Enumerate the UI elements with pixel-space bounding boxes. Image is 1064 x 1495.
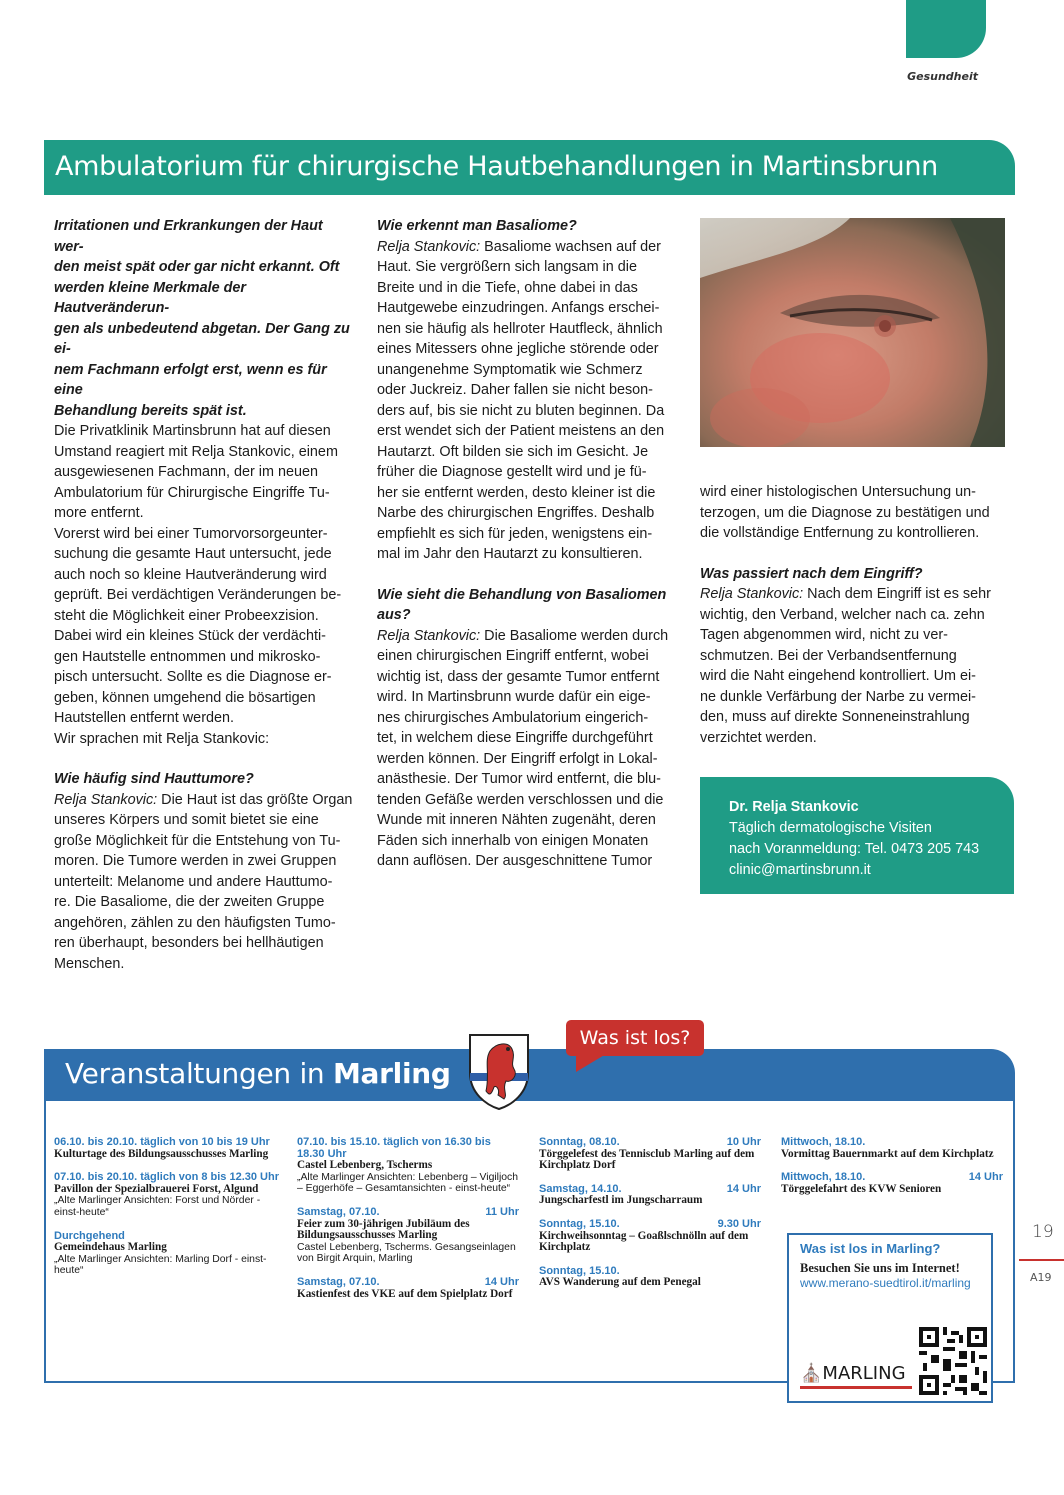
text-line: Ambulatorium für Chirurgische Eingriffe Tu- <box>54 484 330 501</box>
event-date: Sonntag, 08.10. 10 Uhr <box>539 1136 761 1148</box>
website-subheading: Besuchen Sie uns im Internet! <box>800 1261 960 1275</box>
events-column-2 <box>297 1137 519 1312</box>
text-line: ausgewiesenen Fachmann, der im neuen <box>54 464 318 480</box>
event-date: Sonntag, 15.10. 9.30 Uhr <box>539 1217 761 1230</box>
text-line: more entfernt. <box>54 505 144 521</box>
paragraph <box>54 524 354 750</box>
was-ist-los-bubble: Was ist los? <box>566 1020 704 1056</box>
text-line: wird die Naht eingehend kontrolliert. Um ei- <box>700 668 976 684</box>
text-line: den meist spät oder gar nicht erkannt. Oft <box>54 259 340 275</box>
text-line: erst wendet sich der Patient meistens an den <box>377 423 665 439</box>
text-line: nes chirurgisches Ambulatorium eingerich- <box>377 709 649 726</box>
event-item <box>781 1137 1003 1160</box>
event-note: Castel Lebenberg, Tscherms. Gesangseinlagen von Birgit Arquin, Marling <box>297 1241 516 1265</box>
bubble-tail <box>576 1054 606 1072</box>
page-number-divider <box>1019 1259 1064 1261</box>
event-date: 06.10. bis 20.10. täglich von 10 bis 19 Uhr <box>54 1136 270 1148</box>
answer <box>54 790 354 975</box>
logo-underline <box>800 1386 912 1389</box>
doctor-name: Dr. Relja Stankovic <box>729 799 859 815</box>
text-line: einen chirurgischen Eingriff entfernt, wobei <box>377 648 649 664</box>
qr-code-icon[interactable] <box>919 1327 987 1395</box>
event-date: Mittwoch, 18.10. <box>781 1136 866 1148</box>
page-number: 19 <box>1032 1222 1054 1242</box>
events-title: Veranstaltungen in Marling <box>65 1057 451 1090</box>
text-line: die vollständige Entfernung zu kontrollieren. <box>700 525 980 541</box>
text-line: werden können. Der Eingriff erfolgt in Lokal- <box>377 750 658 767</box>
question-heading: Wie erkennt man Basaliome? <box>377 218 577 234</box>
contact-info-box <box>700 777 1014 894</box>
text-line: Die Basaliome werden durch <box>480 627 669 644</box>
event-time: 11 Uhr <box>485 1205 519 1218</box>
event-item <box>297 1207 519 1265</box>
event-title: Kirchweihsonntag – Goaßlschnölln auf dem Kirchplatz <box>539 1229 749 1254</box>
event-date: Mittwoch, 18.10. 14 Uhr <box>781 1171 1003 1184</box>
text-line: mal im Jahr den Hautarzt zu konsultieren. <box>377 546 643 562</box>
text-line: her sie entfernt werden, desto kleiner ist die <box>377 484 656 501</box>
website-box <box>787 1233 993 1403</box>
interviewee-name: Relja Stankovic: <box>377 627 481 644</box>
text-line: tet, in welchem diese Eingriffe durchgeführt <box>377 730 653 746</box>
text-line: Haut. Sie vergrößern sich langsam in die <box>377 259 637 275</box>
text-line: oder Juckreiz. Daher fallen sie nicht beson- <box>377 382 653 398</box>
event-title: Vormittag Bauernmarkt auf dem Kirchplatz <box>781 1147 994 1160</box>
event-title: Kulturtage des Bildungsausschusses Marling <box>54 1147 269 1160</box>
event-date: 07.10. bis 15.10. täglich von 16.30 bis 18.30 Uhr <box>297 1136 491 1160</box>
visit-info: Täglich dermatologische Visiten <box>729 820 932 836</box>
text-line: große Möglichkeit für die Entstehung von Tu- <box>54 832 341 849</box>
event-item <box>54 1137 279 1160</box>
paragraph <box>700 482 1010 544</box>
event-item <box>539 1266 761 1289</box>
event-item <box>54 1172 279 1218</box>
text-line: wird einer histologischen Untersuchung un- <box>700 484 976 500</box>
page-subnumber: A19 <box>1030 1271 1052 1284</box>
text-line: werden kleine Merkmale der Hautveränderun- <box>54 279 246 316</box>
event-time: 10 Uhr <box>726 1136 761 1148</box>
text-line: Basaliome wachsen auf der <box>480 238 661 255</box>
text-line: Hautarzt. Oft bilden sie sich im Gesicht. Je <box>377 443 649 460</box>
event-title: AVS Wanderung auf dem Penegal <box>539 1276 701 1289</box>
interviewee-name: Relja Stankovic: <box>377 238 481 255</box>
article-lead <box>54 216 354 421</box>
article-title-bar <box>44 140 1015 195</box>
text-line: dann auflösen. Der ausgeschnittene Tumor <box>377 853 653 869</box>
article-title: Ambulatorium für chirurgische Hautbehandlungen in Martinsbrunn <box>55 151 938 182</box>
marling-coat-of-arms-icon <box>468 1033 530 1111</box>
event-title: Gemeindehaus Marling <box>54 1241 167 1254</box>
events-column-3 <box>539 1137 761 1301</box>
text-line: Tagen abgenommen wird, nicht zu ver- <box>700 627 948 643</box>
text-line: Hautgewebe einzudringen. Anfangs erschei- <box>377 300 660 316</box>
text-line: suchung die gesamte Haut untersucht, jede <box>54 546 332 562</box>
text-line: nem Fachmann erfolgt erst, wenn es für eine <box>54 361 327 398</box>
event-note: „Alte Marlinger Ansichten: Marling Dorf - einst-heute“ <box>54 1253 267 1277</box>
text-line: ren überhaupt, besonders bei hellhäutigen <box>54 935 324 951</box>
text-line: gen Hautstelle entnommen und mikrosko- <box>54 648 321 665</box>
text-line: Die Privatklinik Martinsbrunn hat auf diesen <box>54 423 331 439</box>
text-line: Fäden sich innerhalb von einigen Monaten <box>377 832 649 849</box>
event-title: Feier zum 30-jährigen Jubiläum des Bildungsausschusses Marling <box>297 1217 470 1242</box>
text-line: auch noch so kleine Hautveränderung wird <box>54 566 327 583</box>
interviewee-name: Relja Stankovic: <box>700 586 804 602</box>
text-line: wichtig, den Verband, welcher nach ca. zehn <box>700 606 985 623</box>
phone-info: nach Voranmeldung: Tel. 0473 205 743 <box>729 841 980 857</box>
text-line: unangenehme Symptomatik wie Schmerz <box>377 361 643 378</box>
text-line: gen als unbedeutend abgetan. Der Gang zu ei- <box>54 320 350 357</box>
text-line: ne dunkle Verfärbung der Narbe zu vermei- <box>700 688 976 705</box>
event-item <box>54 1231 279 1277</box>
event-date: Durchgehend <box>54 1229 125 1242</box>
marling-logo: ⛪MARLING <box>800 1363 906 1384</box>
events-column-1 <box>54 1137 279 1289</box>
text-line: Wie sieht die Behandlung von Basaliomen <box>377 586 667 603</box>
text-line: Hautstellen entfernt werden. <box>54 710 234 726</box>
text-line: Umstand reagiert mit Relja Stankovic, einem <box>54 443 338 460</box>
answer <box>700 584 1010 748</box>
event-item <box>539 1137 761 1172</box>
answer <box>377 237 682 565</box>
event-item <box>297 1137 519 1195</box>
event-title: Pavillon der Spezialbrauerei Forst, Algund <box>54 1182 259 1195</box>
skin-closeup-photo <box>700 218 1005 447</box>
event-item <box>781 1172 1003 1195</box>
text-line: früher die Diagnose gestellt wird und je fü- <box>377 464 647 480</box>
event-item <box>297 1277 519 1300</box>
email-link[interactable]: clinic@martinsbrunn.it <box>729 862 871 878</box>
text-line: Breite und in die Tiefe, ohne dabei in das <box>377 279 638 296</box>
event-item <box>539 1219 761 1254</box>
text-line: unseres Körpers und somit bietet sie eine <box>54 812 319 828</box>
text-line: ders auf, bis sie nicht zu bluten beginnen. Da <box>377 402 665 419</box>
text-line: nen sie häufig als hellroter Hautfleck, ähnlich <box>377 320 663 337</box>
text-line: schmutzen. Bei der Verbandsentfernung <box>700 647 957 664</box>
section-label: Gesundheit <box>907 70 978 83</box>
text-line: terzogen, um die Diagnose zu bestätigen und <box>700 504 990 521</box>
website-heading: Was ist los in Marling? <box>800 1241 941 1256</box>
event-date: Samstag, 07.10. 11 Uhr <box>297 1205 519 1218</box>
text-line: Wunde mit inneren Nähten zugenäht, deren <box>377 812 656 828</box>
event-time: 14 Uhr <box>484 1275 519 1288</box>
article-column-1 <box>54 216 354 974</box>
text-line: unterteilt: Melanome und andere Hauttumo- <box>54 873 333 890</box>
event-time: 14 Uhr <box>968 1171 1003 1184</box>
event-title: Törggelefest des Tennisclub Marling auf dem Kirchplatz Dorf <box>539 1147 755 1172</box>
event-title: Kastienfest des VKE auf dem Spielplatz Dorf <box>297 1287 513 1300</box>
section-tab-marker <box>906 0 986 58</box>
text-line: Die Haut ist das größte Organ <box>157 791 353 808</box>
text-line: geprüft. Bei verdächtigen Veränderungen be- <box>54 587 342 603</box>
text-line: Dabei wird ein kleines Stück der verdächti- <box>54 628 326 644</box>
event-time: 9.30 Uhr <box>717 1217 761 1230</box>
text-line: Menschen. <box>54 955 125 972</box>
article-column-2 <box>377 216 682 872</box>
event-item <box>539 1184 761 1207</box>
text-line: geben, können umgehend die bösartigen <box>54 689 316 706</box>
interviewee-name: Relja Stankovic: <box>54 791 158 808</box>
article-column-3 <box>700 482 1010 748</box>
text-line: re. Die Basaliome, die der zweiten Gruppe <box>54 894 325 910</box>
event-title: Jungscharfestl im Jungscharraum <box>539 1194 703 1207</box>
event-time: 14 Uhr <box>726 1182 761 1195</box>
event-date: 07.10. bis 20.10. täglich von 8 bis 12.30 Uhr <box>54 1171 279 1184</box>
text-line: anästhesie. Der Tumor wird entfernt, die blu- <box>377 771 661 787</box>
answer <box>377 626 682 872</box>
text-line: Irritationen und Erkrankungen der Haut wer- <box>54 218 323 255</box>
text-line: verzichtet werden. <box>700 729 817 746</box>
event-note: „Alte Marlinger Ansichten: Lebenberg – Vigiljoch – Eggerhöfe – Gesamtansichten - einst-heute“ <box>297 1171 519 1195</box>
event-note: „Alte Marlinger Ansichten: Forst und Nörder - einst-heute“ <box>54 1195 261 1218</box>
text-line: pisch untersucht. Sollte es die Diagnose er- <box>54 669 332 685</box>
question-heading: Was passiert nach dem Eingriff? <box>700 565 923 582</box>
text-line: Behandlung bereits spät ist. <box>54 402 247 419</box>
text-line: eines Mitessers ohne jegliche störende oder <box>377 341 659 357</box>
text-line: empfiehlt es sich für jeden, wenigstens ein- <box>377 525 653 542</box>
website-link[interactable]: www.merano-suedtirol.it/marling <box>800 1276 971 1290</box>
event-title: Castel Lebenberg, Tscherms <box>297 1159 433 1172</box>
text-line: angehören, zählen zu den häufigsten Tumo- <box>54 914 336 931</box>
text-line: Nach dem Eingriff ist es sehr <box>803 586 991 602</box>
text-line: steht die Möglichkeit einer Probeexzision. <box>54 607 319 624</box>
text-line: den, muss auf direkte Sonneneinstrahlung <box>700 709 970 725</box>
events-column-4 <box>781 1137 1003 1207</box>
text-line: Wir sprachen mit Relja Stankovic: <box>54 730 270 747</box>
question-heading: Wie häufig sind Hauttumore? <box>54 771 254 787</box>
paragraph <box>54 421 354 524</box>
event-date: Samstag, 07.10. 14 Uhr <box>297 1275 519 1288</box>
event-date: Samstag, 14.10. 14 Uhr <box>539 1182 761 1195</box>
text-line: wird. In Martinsbrunn wurde dafür ein eige- <box>377 689 651 705</box>
event-date: Sonntag, 15.10. <box>539 1264 620 1277</box>
text-line: tenden Gefäße werden verschlossen und die <box>377 791 664 808</box>
question-heading <box>377 585 682 626</box>
text-line: Vorerst wird bei einer Tumorvorsorgeunter- <box>54 525 328 542</box>
text-line: wichtig ist, dass der gesamte Tumor entfernt <box>377 668 660 685</box>
church-icon: ⛪ <box>800 1363 823 1384</box>
text-line: Narbe des chirurgischen Engriffes. Deshalb <box>377 505 655 521</box>
text-line: moren. Die Tumore werden in zwei Gruppen <box>54 853 337 869</box>
text-line: aus? <box>377 607 411 623</box>
event-title: Törggelefahrt des KVW Senioren <box>781 1182 942 1195</box>
